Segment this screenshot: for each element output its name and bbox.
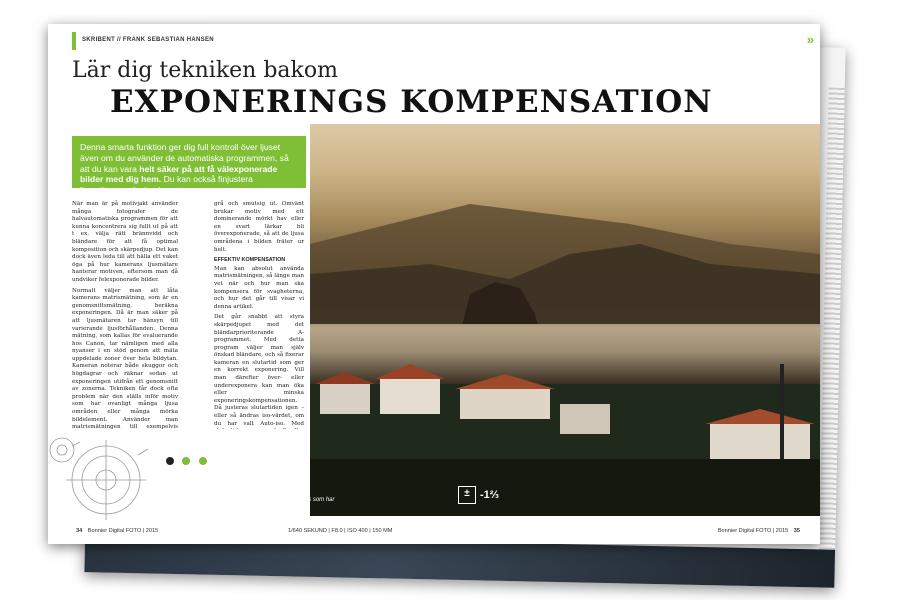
page-indicator-dots (166, 452, 211, 470)
author-line: SKRIBENT // FRANK SEBASTIAN HANSEN (82, 37, 214, 43)
subheading: EFFEKTIV KOMPENSATION (214, 257, 286, 264)
intro-bold-text: helt säker på att få välexponerade bilder med dig hem. (80, 163, 278, 185)
hills-graphic (310, 184, 820, 324)
exposure-compensation-icon: ± (458, 486, 476, 504)
footer-right (718, 521, 804, 541)
magazine-spread (48, 24, 820, 544)
gear-illustration-icon (48, 410, 172, 530)
body-paragraph: Man kan absolut använda matrismätningen, så länge man vet när och hur man ska kompensera för svagheterna, och hur det går till visar vi denna artikel. (214, 265, 304, 310)
intro-box (72, 136, 306, 196)
footer-publication-left: Bonnier Digital FOTO | 2015 (87, 528, 159, 534)
body-paragraph: När man är på motivjakt använder många fotografer de halvautomatiska programmen för att kunna koncentrera sig fullt ut på att t ex. välja rätt brännvidd och bländare för att få optimal komposition och skärpedjup. Det kan dock även leda till att hälla ett vaket öga på hur kamerans ljusmätare hanterar motiven, eftersom man då undviker felexponerade bilder. (72, 201, 178, 283)
village-graphic (310, 364, 820, 516)
body-paragraph: Normalt väljer man att låta kamerans matrismätning, som är en genomsnittsmätning, beräkna exponeringen. Då är man säker på att ljusmätaren tar hänsyn till varierande ljusförhållanden. Denna mätning, som kallas för evaluerande hos Canon, tar nämligen med alla nyanser i en stöd genom att mäta uppdelade zoner över hela bildytan. Kameran noterar både skuggor och högdagrar och räknar sedan ut exponeringen utifrån ett genomsnitt av zonerna. Tekniken får dock ofta problem när den ställs inför motiv som har ovanligt många ljusa områden eller många mörka bildelement. Använder man matrismätningen till exempelvis (72, 287, 178, 429)
author-bar (72, 32, 814, 50)
headline-main: EXPONERINGS KOMPENSATION (110, 84, 713, 120)
body-column-1 (72, 199, 182, 429)
next-arrows-icon[interactable]: » (806, 32, 814, 47)
photo-caption: Ön Faial mitt i Atlanten i ett gyllene ljus som har framhävts med en underexponering. (208, 497, 335, 511)
underlying-page-edge (819, 88, 845, 558)
footer-left (72, 521, 158, 541)
page-number-right: 35 (793, 528, 800, 534)
exposure-value: -1⅔ (480, 489, 499, 501)
body-column-2 (210, 199, 310, 429)
body-paragraph: grå och smutsig ut. Omvänt brukar motiv med ett dominerande mörkt hav eller en svart lärkar bli överexponerade, så att de ljusa områdena i bilden fräter ur helt. (214, 201, 304, 253)
footer-publication-right: Bonnier Digital FOTO | 2015 (717, 528, 789, 534)
headline-kicker: Lär dig tekniken bakom (72, 58, 338, 83)
intro-text-end: Du kan också finjustera ljusmätaren när den konstrar. (80, 174, 253, 196)
indicator-dot (182, 457, 190, 465)
exif-line: 1/640 SEKUND | F8.0 | ISO 400 | 150 MM (288, 528, 393, 534)
landscape-photo (310, 124, 820, 516)
indicator-dot (199, 457, 207, 465)
indicator-dot (166, 457, 174, 465)
intro-text: Denna smarta funktion ger dig full kontroll över ljuset även om du använder de automatiska programmen, så att du kan vara (80, 142, 289, 174)
page-number-left: 34 (76, 528, 83, 534)
body-paragraph: Det går snabbt att styra skärpedjupet med det bländarprioriterande A-programmet. Med detta program väljer man själv önskad bländare, och så fixerar kameran en slutartid som ger en korrekt exponering. Vill man därefter över- eller underexponera kan man öka eller minska exponeringskompensationen. Då justeras slutartiden igen – eller så ändras iso-värdet, om du har valt Auto-iso. Med (214, 314, 304, 427)
